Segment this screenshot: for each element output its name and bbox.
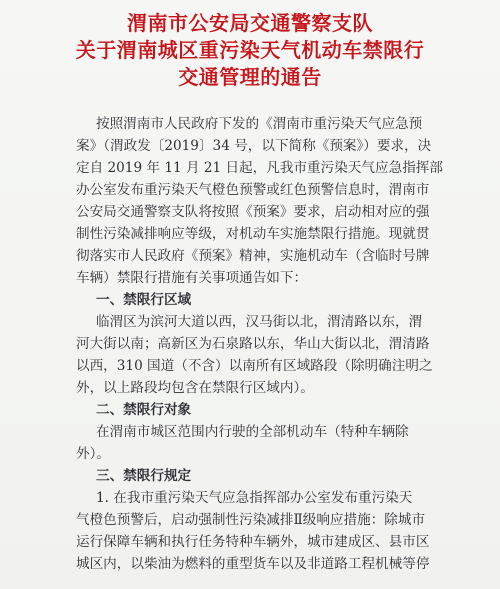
- body-line-6: 制性污染减排响应等级，对机动车实施禁限行措施。现就贯: [76, 226, 430, 242]
- title-line-1: 渭南市公安局交通警察支队: [127, 11, 373, 35]
- body-line-11: 以西，310 国道（不含）以南所有区域路段（除明确注明之: [76, 358, 433, 374]
- title-line-2: 关于渭南城区重污染天气机动车禁限行: [75, 38, 425, 62]
- body-line-3: 定自 2019 年 11 月 21 日起，凡我市重污染天气应急指挥部: [76, 160, 443, 176]
- body-line-10: 河大街以南；高新区为石泉路以东，华山大街以北，渭清路: [76, 336, 430, 352]
- body-line-4: 办公室发布重污染天气橙色预警或红色预警信息时，渭南市: [76, 182, 430, 198]
- body-line-15: 1. 在我市重污染天气应急指挥部办公室发布重污染天: [96, 490, 413, 506]
- body-line-17: 运行保障车辆和执行任务特种车辆外，城市建成区、县市区: [76, 534, 430, 550]
- body-line-12: 外，以上路段均包含在禁限行区域内）。: [76, 380, 314, 396]
- body-line-2: 案》（渭政发〔2019〕34 号，以下简称《预案》）要求，决: [76, 138, 432, 154]
- body-line-18: 城区内，以柴油为燃料的重型货车以及非道路工程机械等停: [76, 556, 430, 572]
- body-line-14: 外）。: [76, 446, 110, 462]
- body-line-8: 车辆）禁限行措施有关事项通告如下：: [76, 270, 308, 286]
- body-line-1: 按照渭南市人民政府下发的《渭南市重污染天气应急预: [96, 116, 423, 132]
- section-heading-2: 二、禁限行对象: [96, 402, 192, 418]
- body-line-16: 气橙色预警后，启动强制性污染减排Ⅱ级响应措施：除城市: [76, 512, 426, 528]
- section-heading-1: 一、禁限行区域: [96, 292, 192, 308]
- body-line-5: 公安局交通警察支队将按照《预案》要求，启动相对应的强: [76, 204, 430, 220]
- section-heading-3: 三、禁限行规定: [96, 468, 192, 484]
- title-line-3: 交通管理的通告: [178, 65, 322, 89]
- body-line-9: 临渭区为滨河大道以西，汉马街以北，渭清路以东，渭: [96, 314, 423, 330]
- body-line-7: 彻落实市人民政府《预案》精神，实施机动车（含临时号牌: [76, 248, 430, 264]
- body-line-13: 在渭南市城区范围内行驶的全部机动车（特种车辆除: [96, 424, 409, 440]
